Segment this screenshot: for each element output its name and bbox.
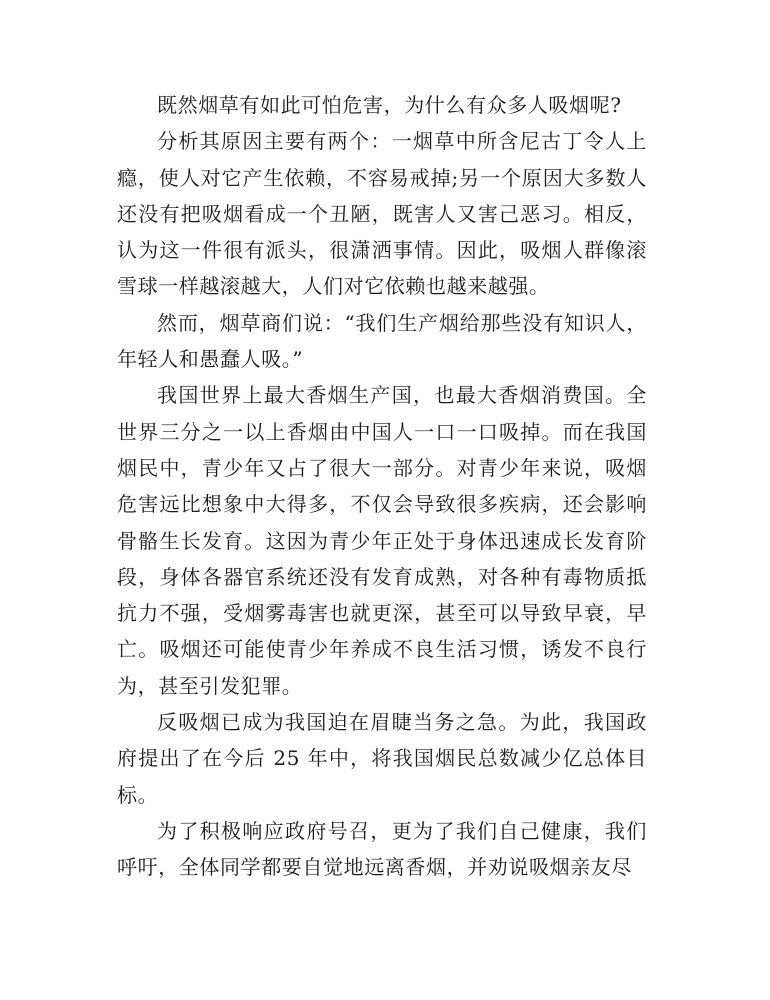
paragraph-reasons: 分析其原因主要有两个：一烟草中所含尼古丁令人上瘾，使人对它产生依赖，不容易戒掉;另一个原因大多数人还没有把吸烟看成一个丑陋，既害人又害己恶习。相反，认为这一件很有派头，很潇洒事情。因此，吸烟人群像滚雪球一样越滚越大，人们对它依赖也越来越强。	[117, 129, 647, 299]
document-body	[117, 87, 647, 886]
paragraph-government-goal: 反吸烟已成为我国迫在眉睫当务之急。为此，我国政府提出了在今后 25 年中，将我国烟民总数减少亿总体目标。	[117, 710, 647, 807]
paragraph-tobacco-merchants: 然而，烟草商们说：“我们生产烟给那些没有知识人，年轻人和愚蠢人吸。”	[117, 310, 647, 372]
paragraph-question: 既然烟草有如此可怕危害，为什么有众多人吸烟呢?	[157, 93, 622, 117]
paragraph-china-consumption: 我国世界上最大香烟生产国，也最大香烟消费国。全世界三分之一以上香烟由中国人一口一口吸掉。而在我国烟民中，青少年又占了很大一部分。对青少年来说，吸烟危害远比想象中大得多，不仅会导致很多疾病，还会影响骨骼生长发育。这因为青少年正处于身体迅速成长发育阶段，身体各器官系统还没有发育成熟，对各种有毒物质抵抗力不强，受烟雾毒害也就更深，甚至可以导致早衰，早亡。吸烟还可能使青少年养成不良生活习惯，诱发不良行为，甚至引发犯罪。	[117, 383, 647, 698]
paragraph-appeal: 为了积极响应政府号召，更为了我们自己健康，我们呼吁，全体同学都要自觉地远离香烟，并劝说吸烟亲友尽	[117, 818, 647, 880]
